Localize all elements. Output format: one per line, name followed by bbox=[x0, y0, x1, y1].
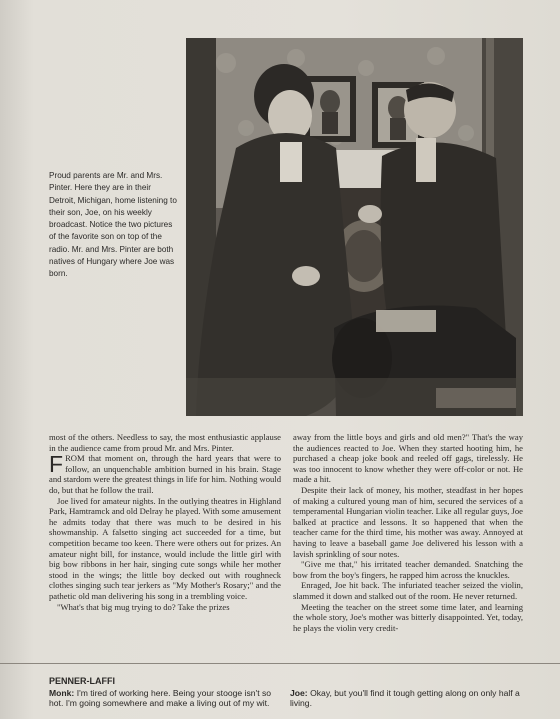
right-paragraph-2: Despite their lack of money, his mother, steadfast in her hopes of making a cultured young man of him, secured the services of a temperamental Hungarian violin teacher. Like all regular guys, Joe balked at practice and lessons. It so happened that when the teacher came for the third time, his mother was away. Annoyed at having to leave a baseball game Joe delivered his lesson with a lavish sprinkling of sour notes. bbox=[293, 484, 523, 559]
footer-title: PENNER-LAFFI bbox=[49, 676, 115, 686]
photograph-of-couple-at-radio-icon bbox=[186, 38, 523, 416]
left-paragraph-4: "What's that big mug trying to do? Take the prizes bbox=[57, 601, 230, 612]
footer-divider bbox=[0, 663, 560, 664]
footer-right-text: Okay, but you'll find it tough getting along on only half a living. bbox=[290, 688, 520, 709]
left-paragraph-2-text: ROM that moment on, through the hard years that were to follow, an unquenchable ambition burned in his brain. Stage and stardom were the greatest things in life for him. Nothing would do, but that he follow the trail. bbox=[49, 453, 281, 495]
photograph bbox=[186, 38, 523, 416]
right-paragraph-5: Meeting the teacher on the street some time later, and learning the whole story, Joe's mother was bitterly disappointed. Yet, today, he plays the violin very credit- bbox=[293, 601, 523, 633]
left-paragraph-3: Joe lived for amateur nights. In the outlying theatres in Highland Park, Hamtramck and old Delray he played. With some amusement he admits today that there was much to be desired in his showmanship. A falsetto singing act succeeded for a time, but competition became too keen. There were others out for prizes. An amateur night bill, for instance, would include the little girl with big bow ribbons in her hair, singing cute songs while her mother stood in the wings; the little boy decked out with roughneck clothes singing such tear jerkers as "My Mother's Rosary;" and the pathetic old man delivering his song in a trembling voice. bbox=[49, 495, 281, 601]
left-column bbox=[49, 432, 281, 612]
footer-left-speaker: Monk: bbox=[49, 688, 75, 698]
left-paragraph-2 bbox=[49, 453, 281, 495]
footer-right-dialogue bbox=[290, 688, 524, 709]
left-paragraph-1: most of the others. Needless to say, the most enthusiastic applause in the audience came from proud Mr. and Mrs. Pinter. bbox=[49, 432, 281, 453]
right-paragraph-3: "Give me that," his irritated teacher demanded. Snatching the bow from the boy's fingers, he rapped him across the knuckles. bbox=[293, 559, 523, 580]
drop-cap: F bbox=[49, 451, 64, 478]
footer-left-dialogue bbox=[49, 688, 277, 709]
right-paragraph-4: Enraged, Joe hit back. The infuriated teacher seized the violin, slammed it down and stalked out of the room. He never returned. bbox=[293, 580, 523, 601]
footer-left-text: I'm tired of working here. Being your stooge isn't so hot. I'm going somewhere and make a living out of my wit. bbox=[49, 688, 272, 709]
right-column bbox=[293, 432, 523, 633]
footer-right-speaker: Joe: bbox=[290, 688, 308, 698]
photo-caption: Proud parents are Mr. and Mrs. Pinter. Here they are in their Detroit, Michigan, home listening to their son, Joe, on his weekly broadcast. Notice the two pictures of the favorite son on top of the radio. Mr. and Mrs. Pinter are both natives of Hungary where Joe was born. bbox=[49, 171, 177, 279]
right-paragraph-1: away from the little boys and girls and old men?" That's the way the audiences reacted to Joe. When they started hooting him, he purchased a cheap joke book and reeled off gags, tirelessly. He was too innocent to know whether they were off-color or not. He made a hit. bbox=[293, 432, 523, 485]
